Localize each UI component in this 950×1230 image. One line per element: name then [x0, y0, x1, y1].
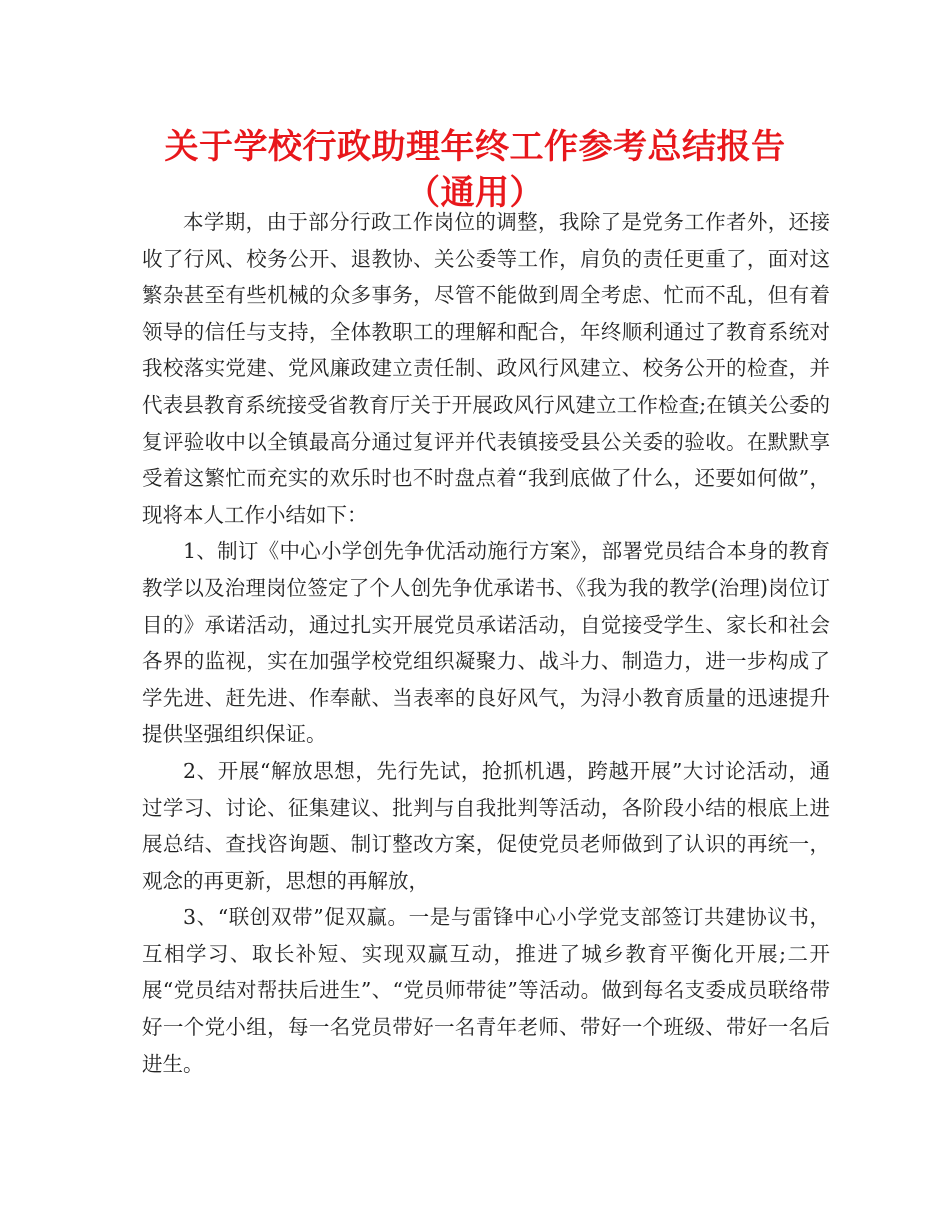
paragraph-item-1: 1、制订《中心小学创先争优活动施行方案》，部署党员结合本身的教育教学以及治理岗位签定了个人创先争优承诺书、《我为我的教学(治理)岗位订目的》承诺活动，通过扎实开展党员承诺活动，自觉接受学生、家长和社会各界的监视，实在加强学校党组织凝聚力、战斗力、制造力，进一步构成了学先进、赶先进、作奉献、当表率的良好风气，为浔小教育质量的迅速提升提供坚强组织保证。 — [142, 539, 830, 747]
document-body — [142, 204, 830, 1082]
paragraph-item-3: 3、“联创双带”促双赢。一是与雷锋中心小学党支部签订共建协议书，互相学习、取长补短、实现双赢互动，推进了城乡教育平衡化开展;二开展“党员结对帮扶后进生”、“党员师带徒”等活动。做到每名支委成员联络带好一个党小组，每一名党员带好一名青年老师、带好一个班级、带好一名后进生。 — [142, 905, 830, 1076]
document-title: 关于学校行政助理年终工作参考总结报告（通用） — [164, 127, 786, 213]
paragraph-item-2: 2、开展“解放思想，先行先试，抢抓机遇，跨越开展”大讨论活动，通过学习、讨论、征集建议、批判与自我批判等活动，各阶段小结的根底上进展总结、查找咨询题、制订整改方案，促使党员老师做到了认识的再统一，观念的再更新，思想的再解放， — [142, 758, 830, 893]
paragraph-intro: 本学期，由于部分行政工作岗位的调整，我除了是党务工作者外，还接收了行风、校务公开、退教协、关公委等工作，肩负的责任更重了，面对这繁杂甚至有些机械的众多事务，尽管不能做到周全考虑、忙而不乱，但有着领导的信任与支持，全体教职工的理解和配合，年终顺利通过了教育系统对我校落实党建、党风廉政建立责任制、政风行风建立、校务公开的检查，并代表县教育系统接受省教育厅关于开展政风行风建立工作检查;在镇关公委的复评验收中以全镇最高分通过复评并代表镇接受县公关委的验收。在默默享受着这繁忙而充实的欢乐时也不时盘点着“我到底做了什么，还要如何做”，现将本人工作小结如下： — [142, 210, 830, 527]
